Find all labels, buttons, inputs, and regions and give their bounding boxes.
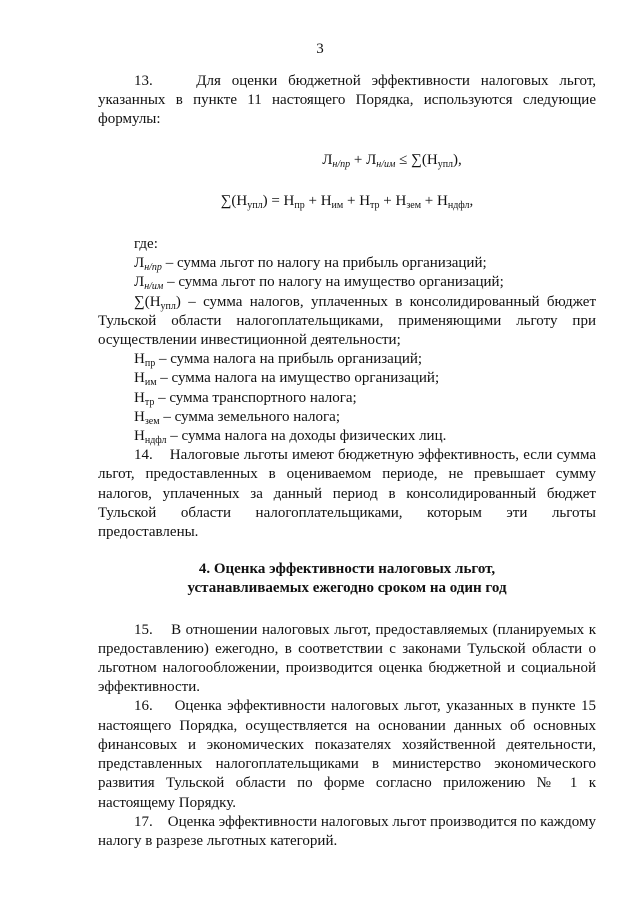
d7-sub: зем [144,415,160,427]
f1-leq-sum: ≤ ∑(Н [395,151,438,168]
section-title [98,560,596,598]
d6-symbol: Н [134,389,145,406]
d4-sub: пр [144,358,156,370]
d8-text: – сумма налога на доходы физических лиц. [166,428,447,445]
d8-sub: ндфл [144,435,167,447]
formula-2 [98,192,596,211]
f2-p3: + Н [379,192,407,209]
f2-ndfl-sub: ндфл [447,199,470,211]
d5-text: – сумма налога на имущество организаций; [156,370,440,387]
d4-symbol: Н [134,351,145,368]
definition-7 [98,408,596,427]
f1-lpr-sub: н/пр [332,158,351,170]
document-body [98,72,596,851]
f2-sum-open: ∑(Н [220,192,248,209]
paragraph-14: 14. Налоговые льготы имеют бюджетную эффективность, если сумма льгот, предоставленных в оцениваемом периоде, не превышает сумму налогов, уплаченных за данный период в консолидированный бюджет Тульской области налогоплательщиками, которым эти льготы предоставлены. [98,447,596,541]
d6-text: – сумма транспортного налога; [154,389,357,406]
d2-text: – сумма льгот по налогу на имущество организаций; [163,274,504,291]
f2-p2: + Н [343,192,371,209]
d7-symbol: Н [134,408,145,425]
d4-text: – сумма налога на прибыль организаций; [155,351,423,368]
f1-close: ), [453,151,462,168]
paragraph-13: 13. Для оценки бюджетной эффективности налоговых льгот, указанных в пункте 11 настоящего Порядка, используются следующие формулы: [98,73,596,128]
f2-im-sub: им [331,199,344,211]
definition-8 [98,427,596,446]
d5-sub: им [144,377,157,389]
f2-p1: + Н [304,192,332,209]
definition-4 [98,350,596,369]
f2-zem-sub: зем [406,199,422,211]
definition-3 [98,293,596,351]
section-title-line-1: 4. Оценка эффективности налоговых льгот, [198,561,496,578]
definition-1 [98,254,596,273]
d5-symbol: Н [134,370,145,387]
paragraph-15: 15. В отношении налоговых льгот, предоставляемых (планируемых к предоставлению) ежегодно, в соответствии с законами Тульской области о льготном налогообложении, производится оценка бюджетной и социальной эффективности. [98,621,596,696]
d6-sub: тр [144,396,155,408]
f2-end: , [469,192,474,209]
d7-text: – сумма земельного налога; [159,408,341,425]
f2-tr-sub: тр [370,199,380,211]
d1-text: – сумма льгот по налогу на прибыль организаций; [161,255,487,272]
definition-2 [98,273,596,292]
d3-symbol: ∑(Н [134,293,161,310]
d2-sub: н/им [144,281,164,293]
f1-upl-sub: упл [437,158,454,170]
paragraph-16: 16. Оценка эффективности налоговых льгот, указанных в пункте 15 настоящего Порядка, осуществляется на основании данных об основных финансовых и экономических показателях хозяйственной деятельности, представленных налогоплательщиками в министерство экономического развития Тульской области по форме согласно приложению № 1 к настоящему Порядку. [98,698,596,811]
d2-symbol: Л [134,274,145,291]
definition-6 [98,389,596,408]
f1-lim-sub: н/им [376,158,396,170]
d3-sub: упл [160,300,176,312]
definition-5 [98,369,596,388]
f2-p4: + Н [421,192,448,209]
d1-symbol: Л [134,255,145,272]
f1-plus: + [350,151,367,168]
f1-lpr: Л [322,151,333,168]
d1-sub: н/пр [144,262,162,274]
section-title-line-2: устанавливаемых ежегодно сроком на один год [187,580,507,597]
page-number: 3 [316,41,324,57]
formula-1 [188,151,596,170]
d8-symbol: Н [134,428,145,445]
where-label: где: [134,236,158,253]
f2-eq: ) = Н [262,192,295,209]
f2-pr-sub: пр [294,199,305,211]
f2-upl-sub: упл [247,199,263,211]
d3-text: ) – сумма налогов, уплаченных в консолидированный бюджет Тульской области налогоплательщиками, применяющими льготу при осуществлении инвестиционной деятельности; [98,293,596,349]
f1-lim: Л [366,151,377,168]
paragraph-17: 17. Оценка эффективности налоговых льгот производится по каждому налогу в разрезе льготных категорий. [98,813,596,849]
